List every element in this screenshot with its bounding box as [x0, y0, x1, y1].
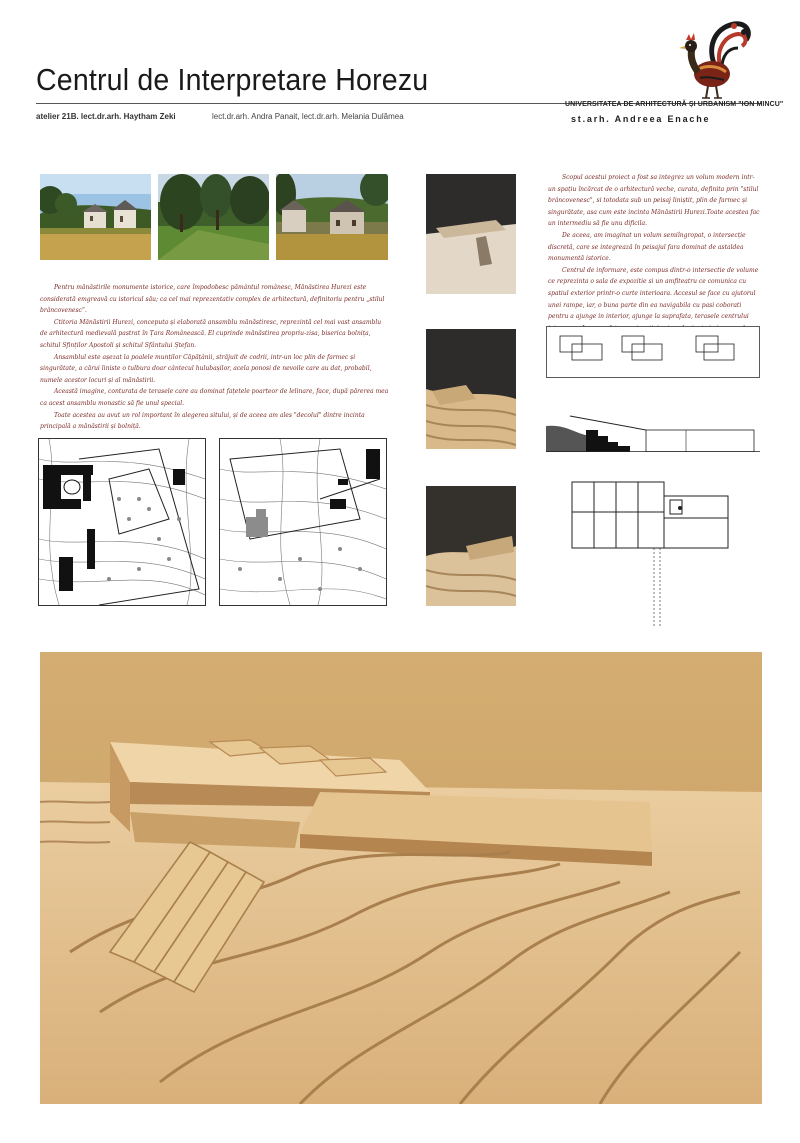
right-paragraph: Centrul de informare, este compus dintr-o intersectie de volume ce reprezinta o sala de expozitie si un amfiteatru ce comunica cu spatiul exterior printr-o curte interioara. Accesul se face cu ajutorul unei rampe, iar, o buna parte din ea navigabila cu pasi coborati pentru a ajunge in interior, ajunge la suprafata, terasele centrului [548, 266, 759, 321]
intro-text-left [40, 282, 390, 433]
monastery-photo-1 [40, 174, 151, 260]
concept-text-right [548, 172, 760, 346]
left-paragraph: Toate acestea au avut un rol important în alegerea sitului, și de aceea am ales "decolul" dintre incinta principală a mănăstirii și bolniță. [40, 411, 365, 431]
left-paragraph: Această imagine, conturata de terasele care au dominat fațetele poarteor de lelinare, face, după părerea mea ca acest ansamblu monastic să fie unul special. [40, 388, 389, 407]
floor-plan [566, 476, 736, 630]
monastery-photo-2 [158, 174, 269, 260]
right-paragraph: Scopul acestui proiect a fost sa integrez un volum modern intr-un spațiu încărcat de o arhitectură veche, curata, definita prin "stilul brâncovenesc", si totodata sub un peisaj liniștit, plin de farmec și singurătate, asa cum este incinta Mănăstirii Hurezi.Toate acestea fac un intermediu să fie unu dificila. [548, 174, 760, 228]
section-drawing [546, 406, 760, 452]
site-plan-proposed [219, 438, 387, 606]
page-title: Centrul de Interpretare Horezu [36, 62, 429, 97]
model-photo-3 [426, 486, 516, 606]
rooster-logo-icon [676, 18, 754, 100]
left-paragraph: Ctitoria Mănăstirii Hurezi, conceputa și elaborată ansamblu mănăstiresc, reprezintă cel mai vast ansamblu de arhitectură medievală pastrat în Țara Românească. El cuprinde mănăstirea propriu-zisa, biserica bolnița, schitul Sfinților Apostoli și schitul Sfântului Ștefan. [40, 318, 382, 349]
model-photo-1 [426, 174, 516, 294]
atelier-info: atelier 21B. lect.dr.arh. Haytham Zeki [36, 112, 176, 121]
monastery-photo-3 [276, 174, 388, 260]
lecturers-info: lect.dr.arh. Andra Panait, lect.dr.arh. Melania Dulămea [212, 112, 404, 121]
student-name: st.arh. Andreea Enache [571, 114, 711, 124]
left-paragraph: Pentru mănăstirile monumente istorice, care împodobesc pământul românesc, Mănăstirea Hurezi este considerată emgreavă cu istoricul său; ca cel mai reprezentativ complex de arhitectură, definitoriu pentru „stilul brâncovenesc”. [40, 284, 385, 315]
model-photo-main [40, 652, 762, 1104]
model-photo-2 [426, 329, 516, 449]
volume-diagram [546, 326, 760, 378]
university-name: UNIVERSITATEA DE ARHITECTURĂ ȘI URBANISM "ION MINCU" [565, 101, 784, 108]
right-paragraph: De aceea, am imaginat un volum semiîngropat, o intersecție discretă, care se integrează în peisajul fara dominat de astaldea monumentă istorice. [548, 231, 746, 263]
left-paragraph: Ansamblul este așezat la poalele munților Căpățânii, străjuit de codrii, intr-un loc plin de farmec și singurătate, a cărui liniste o tulbura doar cântecul hulubașilor, acela ponosi de nevoile care au dat, probabil, numele acestor locuri și al mănăstirii. [40, 353, 372, 384]
site-plan-existing [38, 438, 206, 606]
